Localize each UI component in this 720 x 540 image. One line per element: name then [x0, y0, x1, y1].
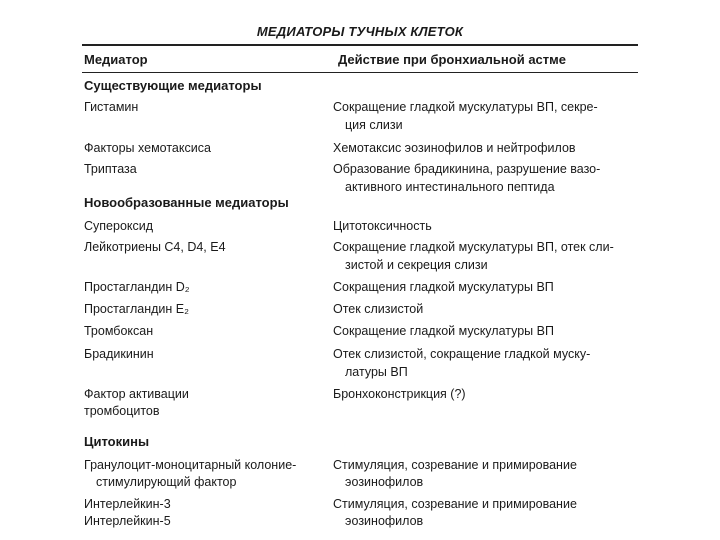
effect-gm-csf-line1: Стимуляция, созревание и примирование	[333, 458, 577, 472]
effect-tryptase-line2: активного интестинального пептида	[345, 180, 555, 194]
mediator-superoxide: Супероксид	[84, 219, 154, 233]
section-heading-new: Новообразованные медиаторы	[84, 195, 289, 210]
effect-leukotrienes-line1: Сокращение гладкой мускулатуры ВП, отек сли-	[333, 240, 614, 254]
effect-leukotrienes-line2: зистой и секреция слизи	[345, 258, 488, 272]
effect-prostaglandin-e2: Отек слизистой	[333, 302, 424, 316]
mediator-chemotaxis-factors: Факторы хемотаксиса	[84, 141, 211, 155]
mediator-gm-csf-line1: Гранулоцит-моноцитарный колоние-	[84, 458, 297, 472]
effect-superoxide: Цитотоксичность	[333, 219, 432, 233]
effect-chemotaxis-factors: Хемотаксис эозинофилов и нейтрофилов	[333, 141, 576, 155]
mediator-tryptase: Триптаза	[84, 162, 137, 176]
effect-histamine-line1: Сокращение гладкой мускулатуры ВП, секре-	[333, 100, 598, 114]
top-rule	[82, 44, 638, 46]
column-header-effect: Действие при бронхиальной астме	[338, 52, 566, 67]
mediator-paf-line2: тромбоцитов	[84, 404, 160, 418]
effect-histamine-line2: ция слизи	[345, 118, 403, 132]
header-rule	[82, 72, 638, 73]
effect-paf: Бронхоконстрикция (?)	[333, 387, 466, 401]
section-heading-cytokines: Цитокины	[84, 434, 150, 449]
mediator-thromboxane: Тромбоксан	[84, 324, 154, 338]
mediator-prostaglandin-e2: Простагландин Е₂	[84, 302, 189, 316]
effect-prostaglandin-d2: Сокращения гладкой мускулатуры ВП	[333, 280, 554, 294]
mediator-leukotrienes: Лейкотриены С4, D4, Е4	[84, 240, 226, 254]
mediator-histamine: Гистамин	[84, 100, 139, 114]
mediator-prostaglandin-d2: Простагландин D₂	[84, 280, 190, 294]
mediator-bradykinin: Брадикинин	[84, 347, 154, 361]
section-heading-existing: Существующие медиаторы	[84, 78, 262, 93]
table-title: МЕДИАТОРЫ ТУЧНЫХ КЛЕТОК	[256, 24, 464, 39]
effect-gm-csf-line2: эозинофилов	[345, 475, 424, 489]
mediator-il5: Интерлейкин-5	[84, 514, 171, 528]
mediator-gm-csf-line2: стимулирующий фактор	[96, 475, 237, 489]
effect-bradykinin-line2: латуры ВП	[345, 365, 408, 379]
effect-tryptase-line1: Образование брадикинина, разрушение вазо-	[333, 162, 601, 176]
mediator-il3: Интерлейкин-3	[84, 497, 171, 511]
effect-bradykinin-line1: Отек слизистой, сокращение гладкой муску-	[333, 347, 591, 361]
mediator-paf-line1: Фактор активации	[84, 387, 189, 401]
effect-thromboxane: Сокращение гладкой мускулатуры ВП	[333, 324, 554, 338]
effect-il-line1: Стимуляция, созревание и примирование	[333, 497, 577, 511]
column-header-mediator: Медиатор	[84, 52, 148, 67]
effect-il-line2: эозинофилов	[345, 514, 424, 528]
